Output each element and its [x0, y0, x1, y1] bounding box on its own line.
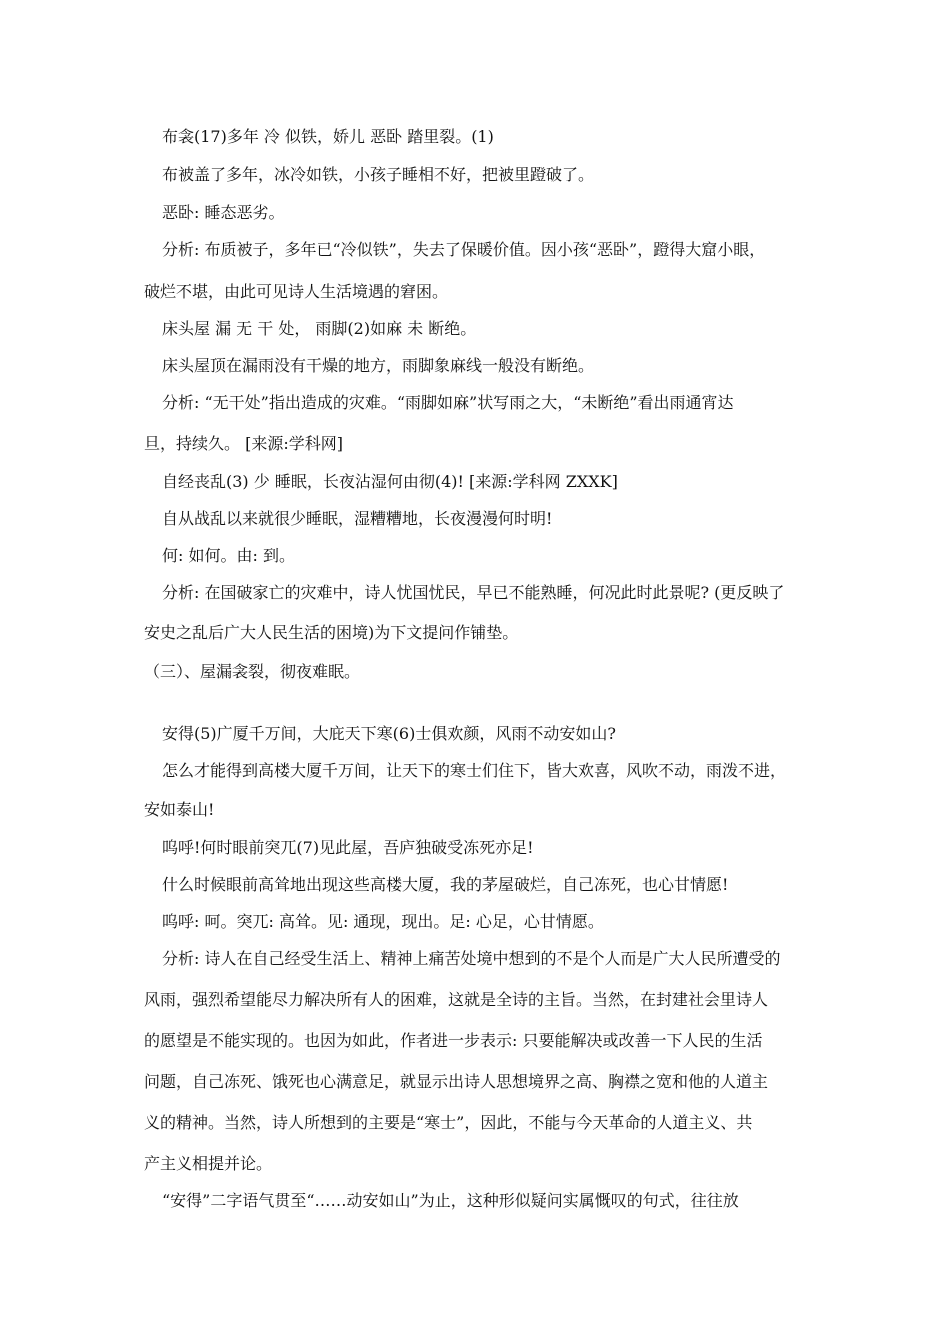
text-line: 呜呼: 呵。突兀: 高耸。见: 通现，现出。足: 心足，心甘情愿。 [162, 912, 604, 931]
text-line: 义的精神。当然，诗人所想到的主要是“寒士”，因此，不能与今天革命的人道主义、共 [144, 1113, 753, 1132]
text-line: 问题，自己冻死、饿死也心满意足，就显示出诗人思想境界之高、胸襟之宽和他的人道主 [144, 1072, 769, 1091]
text-line: “安得”二字语气贯至“……动安如山”为止，这种形似疑问实属慨叹的句式，往往放 [162, 1191, 739, 1210]
text-line: 分析: “无干处”指出造成的灾难。“雨脚如麻”状写雨之大，“未断绝”看出雨通宵达 [162, 393, 734, 412]
section-heading: （三）、屋漏衾裂，彻夜难眠。 [144, 662, 361, 681]
text-line: 分析: 诗人在自己经受生活上、精神上痛苦处境中想到的不是个人而是广大人民所遭受的 [162, 949, 781, 968]
text-line: 布衾(17)多年 冷 似铁，娇儿 恶卧 踏里裂。(1) [162, 127, 494, 146]
text-line: 呜呼!何时眼前突兀(7)见此屋，吾庐独破受冻死亦足! [162, 838, 534, 857]
text-line: 何: 如何。由: 到。 [162, 546, 295, 565]
text-line: 分析: 布质被子，多年已“冷似铁”，失去了保暖价值。因小孩“恶卧”，蹬得大窟小眼， [162, 240, 766, 259]
text-line: 自从战乱以来就很少睡眠，湿糟糟地，长夜漫漫何时明! [162, 509, 553, 528]
text-line: 旦，持续久。 [来源:学科网] [144, 434, 343, 453]
text-line: 什么时候眼前高耸地出现这些高楼大厦，我的茅屋破烂，自己冻死，也心甘情愿! [162, 875, 729, 894]
text-line: 恶卧: 睡态恶劣。 [162, 203, 285, 222]
text-line: 风雨，强烈希望能尽力解决所有人的困难，这就是全诗的主旨。当然，在封建社会里诗人 [144, 990, 769, 1009]
text-line: 床头屋顶在漏雨没有干燥的地方，雨脚象麻线一般没有断绝。 [162, 356, 595, 375]
text-line: 床头屋 漏 无 干 处， 雨脚(2)如麻 未 断绝。 [162, 319, 477, 338]
text-line: 的愿望是不能实现的。也因为如此，作者进一步表示: 只要能解决或改善一下人民的生活 [144, 1031, 763, 1050]
text-line: 产主义相提并论。 [144, 1154, 273, 1173]
text-line: 怎么才能得到高楼大厦千万间，让天下的寒士们住下，皆大欢喜，风吹不动，雨泼不进， [162, 761, 787, 780]
text-line: 安得(5)广厦千万间，大庇天下寒(6)士俱欢颜，风雨不动安如山? [162, 724, 616, 743]
text-line: 自经丧乱(3) 少 睡眠，长夜沾湿何由彻(4)! [来源:学科网 ZXXK] [162, 472, 618, 491]
text-line: 布被盖了多年，冰冷如铁，小孩子睡相不好，把被里蹬破了。 [162, 165, 595, 184]
text-line: 破烂不堪，由此可见诗人生活境遇的窘困。 [144, 282, 449, 301]
text-line: 安如泰山! [144, 800, 215, 819]
text-line: 分析: 在国破家亡的灾难中，诗人忧国忧民，早已不能熟睡，何况此时此景呢? (更反映了 [162, 583, 785, 602]
text-line: 安史之乱后广大人民生活的困境)为下文提问作铺垫。 [144, 623, 519, 642]
